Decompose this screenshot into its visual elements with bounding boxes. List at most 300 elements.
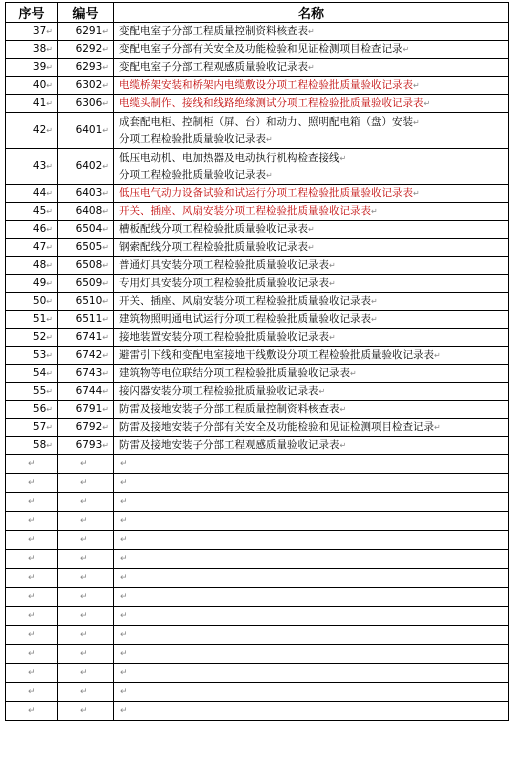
row-code (58, 401, 114, 419)
paragraph-mark: ↵ (102, 297, 109, 306)
row-name-text: 避雷引下线和变配电室接地干线敷设分项工程检验批质量验收记录表 (119, 349, 434, 361)
table-row (6, 257, 509, 275)
paragraph-mark: ↵ (339, 153, 347, 163)
paragraph-mark: ↵ (46, 207, 53, 216)
empty-cell (114, 607, 509, 626)
row-name (114, 185, 509, 203)
row-seq (6, 239, 58, 257)
header-name: 名称 (114, 3, 509, 23)
row-name-text: 建筑物等电位联结分项工程检验批质量验收记录表 (119, 367, 350, 379)
row-name-line (119, 23, 506, 40)
paragraph-mark: ↵ (308, 243, 315, 252)
paragraph-mark: ↵ (102, 225, 109, 234)
row-code-text: 6402 (75, 160, 103, 172)
paragraph-mark: ↵ (102, 99, 109, 108)
table-row (6, 185, 509, 203)
row-name (114, 95, 509, 113)
row-seq-text: 44 (32, 187, 47, 199)
row-seq (6, 311, 58, 329)
form-index-table (5, 2, 509, 721)
paragraph-mark: ↵ (28, 591, 36, 602)
table-row (6, 383, 509, 401)
row-name-text: 开关、插座、风扇安装分项工程检验批质量验收记录表 (119, 205, 371, 217)
row-name-text: 低压电动机、电加热器及电动执行机构检查接线 (119, 151, 340, 164)
row-code-text: 6293 (75, 61, 103, 73)
paragraph-mark: ↵ (102, 162, 109, 171)
empty-cell (58, 664, 114, 683)
row-name-text: 变配电室子分部工程观感质量验收记录表 (119, 61, 308, 73)
empty-cell (6, 493, 58, 512)
paragraph-mark: ↵ (402, 45, 410, 54)
row-seq (6, 275, 58, 293)
empty-row (6, 550, 509, 569)
row-seq (6, 23, 58, 41)
paragraph-mark: ↵ (80, 572, 88, 583)
row-name-line (119, 383, 506, 400)
paragraph-mark: ↵ (46, 261, 53, 270)
row-name (114, 383, 509, 401)
paragraph-mark: ↵ (46, 315, 53, 324)
empty-row (6, 493, 509, 512)
paragraph-mark: ↵ (28, 458, 36, 469)
paragraph-mark: ↵ (28, 553, 36, 564)
row-name-line (119, 239, 506, 256)
row-name-text: 电缆桥架安装和桥架内电缆敷设分项工程检验批质量验收记录表 (119, 79, 413, 91)
paragraph-mark: ↵ (434, 423, 441, 432)
row-seq-text: 52 (32, 331, 47, 343)
row-code-text: 6306 (75, 97, 103, 109)
paragraph-mark: ↵ (102, 441, 109, 450)
row-name-text: 变配电室子分部工程质量控制资料核查表 (119, 25, 308, 37)
row-code-text: 6792 (75, 421, 103, 433)
empty-cell (114, 455, 509, 474)
row-code (58, 203, 114, 221)
paragraph-mark: ↵ (120, 496, 128, 507)
row-seq (6, 365, 58, 383)
row-seq-text: 40 (32, 79, 47, 91)
paragraph-mark: ↵ (46, 99, 53, 108)
row-seq (6, 401, 58, 419)
row-name-line (119, 41, 506, 58)
paragraph-mark: ↵ (102, 387, 109, 396)
paragraph-mark: ↵ (318, 387, 326, 396)
paragraph-mark: ↵ (46, 333, 53, 342)
row-code-text: 6408 (75, 205, 103, 217)
paragraph-mark: ↵ (102, 369, 109, 378)
row-seq (6, 221, 58, 239)
row-name-text: 接地装置安装分项工程检验批质量验收记录表 (119, 331, 329, 343)
paragraph-mark: ↵ (80, 610, 88, 621)
row-seq-text: 46 (32, 223, 47, 235)
row-name-text: 接闪器安装分项工程检验批质量验收记录表 (119, 385, 319, 397)
row-code-text: 6509 (75, 277, 103, 289)
row-name-line (119, 185, 506, 202)
paragraph-mark: ↵ (329, 279, 336, 288)
row-name-text: 开关、插座、风扇安装分项工程检验批质量验收记录表 (119, 295, 371, 307)
row-name-line (119, 150, 506, 167)
row-seq-text: 47 (32, 241, 47, 253)
table-header-row (6, 3, 509, 23)
empty-cell (6, 531, 58, 550)
row-name (114, 419, 509, 437)
row-name-line (119, 59, 506, 76)
paragraph-mark: ↵ (46, 225, 53, 234)
paragraph-mark: ↵ (371, 315, 378, 324)
row-name-text: 普通灯具安装分项工程检验批质量验收记录表 (119, 259, 329, 271)
paragraph-mark: ↵ (339, 405, 347, 414)
paragraph-mark: ↵ (120, 667, 128, 678)
row-name-line (119, 437, 506, 454)
paragraph-mark: ↵ (102, 333, 109, 342)
paragraph-mark: ↵ (434, 351, 441, 360)
row-name-text: 电缆头制作、接线和线路绝缘测试分项工程检验批质量验收记录表 (119, 97, 424, 109)
row-name-line (119, 221, 506, 238)
paragraph-mark: ↵ (266, 170, 273, 180)
row-name-line (119, 347, 506, 364)
paragraph-mark: ↵ (120, 686, 128, 697)
paragraph-mark: ↵ (120, 610, 128, 621)
empty-row (6, 531, 509, 550)
table-row (6, 59, 509, 77)
paragraph-mark: ↵ (413, 117, 420, 127)
row-seq-text: 43 (32, 160, 47, 172)
row-name (114, 23, 509, 41)
paragraph-mark: ↵ (120, 572, 128, 583)
paragraph-mark: ↵ (266, 134, 273, 144)
empty-cell (58, 683, 114, 702)
row-seq (6, 95, 58, 113)
paragraph-mark: ↵ (102, 27, 109, 36)
paragraph-mark: ↵ (80, 553, 88, 564)
row-seq (6, 41, 58, 59)
table-row (6, 419, 509, 437)
table-row (6, 203, 509, 221)
empty-cell (58, 626, 114, 645)
paragraph-mark: ↵ (80, 591, 88, 602)
paragraph-mark: ↵ (28, 534, 36, 545)
table-row (6, 239, 509, 257)
empty-cell (6, 474, 58, 493)
row-code (58, 95, 114, 113)
row-name-text: 防雷及接地安装子分部工程质量控制资料核查表 (119, 403, 340, 415)
empty-row (6, 569, 509, 588)
row-name-text: 分项工程检验批质量验收记录表 (119, 168, 266, 181)
paragraph-mark: ↵ (102, 189, 109, 198)
row-code (58, 239, 114, 257)
paragraph-mark: ↵ (102, 81, 109, 90)
row-code (58, 59, 114, 77)
paragraph-mark: ↵ (80, 477, 88, 488)
paragraph-mark: ↵ (46, 351, 53, 360)
row-code (58, 311, 114, 329)
row-name (114, 221, 509, 239)
row-seq (6, 437, 58, 455)
empty-cell (6, 607, 58, 626)
row-name-text: 钢索配线分项工程检验批质量验收记录表 (119, 241, 308, 253)
paragraph-mark: ↵ (46, 189, 53, 198)
empty-cell (6, 626, 58, 645)
paragraph-mark: ↵ (413, 189, 420, 198)
row-code-text: 6401 (75, 124, 103, 136)
paragraph-mark: ↵ (339, 441, 347, 450)
paragraph-mark: ↵ (102, 405, 109, 414)
row-seq (6, 185, 58, 203)
paragraph-mark: ↵ (46, 387, 53, 396)
paragraph-mark: ↵ (102, 126, 109, 135)
row-name (114, 149, 509, 185)
row-seq (6, 383, 58, 401)
row-seq (6, 77, 58, 95)
row-seq-text: 58 (32, 439, 47, 451)
row-code-text: 6504 (75, 223, 103, 235)
paragraph-mark: ↵ (80, 667, 88, 678)
row-seq (6, 113, 58, 149)
row-seq-text: 53 (32, 349, 47, 361)
empty-cell (6, 664, 58, 683)
row-name (114, 203, 509, 221)
empty-row (6, 683, 509, 702)
row-name (114, 59, 509, 77)
table-row (6, 77, 509, 95)
table-row (6, 401, 509, 419)
empty-row (6, 702, 509, 721)
row-code-text: 6742 (75, 349, 103, 361)
paragraph-mark: ↵ (102, 351, 109, 360)
table-row (6, 347, 509, 365)
paragraph-mark: ↵ (120, 648, 128, 659)
row-seq-text: 38 (32, 43, 47, 55)
paragraph-mark: ↵ (120, 534, 128, 545)
paragraph-mark: ↵ (120, 553, 128, 564)
row-name-line (119, 401, 506, 418)
paragraph-mark: ↵ (46, 27, 53, 36)
empty-cell (58, 588, 114, 607)
row-code-text: 6292 (75, 43, 103, 55)
paragraph-mark: ↵ (423, 99, 431, 108)
row-name (114, 113, 509, 149)
empty-row (6, 455, 509, 474)
empty-row (6, 645, 509, 664)
row-name-text: 建筑物照明通电试运行分项工程检验批质量验收记录表 (119, 313, 371, 325)
row-code-text: 6291 (75, 25, 103, 37)
row-name (114, 437, 509, 455)
paragraph-mark: ↵ (120, 629, 128, 640)
empty-cell (58, 512, 114, 531)
row-seq (6, 257, 58, 275)
paragraph-mark: ↵ (329, 261, 336, 270)
row-seq-text: 41 (32, 97, 47, 109)
paragraph-mark: ↵ (46, 45, 53, 54)
paragraph-mark: ↵ (28, 515, 36, 526)
empty-cell (6, 550, 58, 569)
row-code (58, 77, 114, 95)
paragraph-mark: ↵ (46, 63, 53, 72)
empty-row (6, 664, 509, 683)
empty-cell (6, 588, 58, 607)
paragraph-mark: ↵ (102, 63, 109, 72)
row-code-text: 6741 (75, 331, 103, 343)
row-name-text: 低压电气动力设备试验和试运行分项工程检验批质量验收记录表 (119, 187, 413, 199)
row-name (114, 77, 509, 95)
paragraph-mark: ↵ (308, 27, 315, 36)
paragraph-mark: ↵ (80, 705, 88, 716)
row-code-text: 6302 (75, 79, 103, 91)
paragraph-mark: ↵ (46, 423, 53, 432)
paragraph-mark: ↵ (308, 225, 315, 234)
row-code (58, 347, 114, 365)
empty-cell (114, 702, 509, 721)
row-code (58, 23, 114, 41)
row-name (114, 365, 509, 383)
row-seq-text: 55 (32, 385, 47, 397)
paragraph-mark: ↵ (102, 207, 109, 216)
empty-row (6, 588, 509, 607)
paragraph-mark: ↵ (371, 207, 378, 216)
table-row (6, 311, 509, 329)
empty-row (6, 626, 509, 645)
paragraph-mark: ↵ (28, 648, 36, 659)
empty-cell (58, 531, 114, 550)
row-seq-text: 45 (32, 205, 47, 217)
empty-cell (58, 702, 114, 721)
row-name-text: 防雷及接地安装子分部工程观感质量验收记录表 (119, 439, 340, 451)
row-code-text: 6744 (75, 385, 103, 397)
row-code-text: 6793 (75, 439, 103, 451)
empty-cell (58, 455, 114, 474)
row-name (114, 401, 509, 419)
table-row (6, 275, 509, 293)
paragraph-mark: ↵ (80, 458, 88, 469)
row-name-text: 分项工程检验批质量验收记录表 (119, 132, 266, 145)
paragraph-mark: ↵ (80, 515, 88, 526)
paragraph-mark: ↵ (28, 572, 36, 583)
paragraph-mark: ↵ (120, 477, 128, 488)
row-code (58, 383, 114, 401)
paragraph-mark: ↵ (120, 591, 128, 602)
row-seq (6, 293, 58, 311)
row-code-text: 6505 (75, 241, 103, 253)
paragraph-mark: ↵ (308, 63, 315, 72)
paragraph-mark: ↵ (80, 496, 88, 507)
paragraph-mark: ↵ (46, 369, 53, 378)
row-name-line (119, 311, 506, 328)
empty-cell (58, 607, 114, 626)
paragraph-mark: ↵ (46, 243, 53, 252)
empty-cell (114, 645, 509, 664)
row-code (58, 293, 114, 311)
table-row (6, 329, 509, 347)
row-code (58, 185, 114, 203)
row-code-text: 6510 (75, 295, 103, 307)
row-name-line (119, 329, 506, 346)
empty-cell (6, 645, 58, 664)
row-name-line (119, 131, 506, 148)
empty-cell (58, 645, 114, 664)
row-seq (6, 347, 58, 365)
paragraph-mark: ↵ (28, 667, 36, 678)
paragraph-mark: ↵ (413, 81, 420, 90)
paragraph-mark: ↵ (28, 629, 36, 640)
row-seq (6, 419, 58, 437)
empty-cell (114, 531, 509, 550)
empty-cell (114, 626, 509, 645)
row-code (58, 365, 114, 383)
row-code (58, 419, 114, 437)
row-name-line (119, 203, 506, 220)
row-name-text: 变配电室子分部有关安全及功能检验和见证检测项目检查记录 (119, 43, 403, 55)
row-name-text: 防雷及接地安装子分部有关安全及功能检验和见证检测项目检查记录 (119, 421, 434, 433)
document-sheet (5, 2, 508, 721)
row-code-text: 6511 (75, 313, 103, 325)
paragraph-mark: ↵ (46, 162, 53, 171)
table-row (6, 113, 509, 149)
paragraph-mark: ↵ (371, 297, 378, 306)
empty-cell (58, 550, 114, 569)
row-code (58, 221, 114, 239)
paragraph-mark: ↵ (46, 297, 53, 306)
table-row (6, 41, 509, 59)
paragraph-mark: ↵ (28, 705, 36, 716)
paragraph-mark: ↵ (80, 648, 88, 659)
row-name-text: 槽板配线分项工程检验批质量验收记录表 (119, 223, 308, 235)
row-seq-text: 51 (32, 313, 47, 325)
paragraph-mark: ↵ (28, 686, 36, 697)
row-name-line (119, 293, 506, 310)
empty-row (6, 474, 509, 493)
paragraph-mark: ↵ (46, 405, 53, 414)
empty-cell (6, 683, 58, 702)
row-name (114, 239, 509, 257)
table-row (6, 149, 509, 185)
row-code-text: 6403 (75, 187, 103, 199)
row-name (114, 41, 509, 59)
row-seq-text: 57 (32, 421, 47, 433)
row-seq-text: 50 (32, 295, 47, 307)
empty-cell (114, 474, 509, 493)
row-seq (6, 149, 58, 185)
empty-cell (58, 474, 114, 493)
row-code (58, 275, 114, 293)
paragraph-mark: ↵ (120, 515, 128, 526)
row-code (58, 41, 114, 59)
row-code (58, 437, 114, 455)
row-name (114, 275, 509, 293)
empty-cell (114, 683, 509, 702)
paragraph-mark: ↵ (102, 315, 109, 324)
row-name-line (119, 77, 506, 94)
row-name-line (119, 257, 506, 274)
empty-cell (6, 512, 58, 531)
paragraph-mark: ↵ (120, 705, 128, 716)
row-name-line (119, 167, 506, 184)
empty-cell (114, 664, 509, 683)
empty-cell (114, 550, 509, 569)
empty-row (6, 607, 509, 626)
paragraph-mark: ↵ (329, 333, 336, 342)
paragraph-mark: ↵ (350, 369, 357, 378)
paragraph-mark: ↵ (46, 441, 53, 450)
empty-cell (58, 493, 114, 512)
paragraph-mark: ↵ (102, 45, 109, 54)
paragraph-mark: ↵ (46, 126, 53, 135)
row-code-text: 6791 (75, 403, 103, 415)
row-seq-text: 54 (32, 367, 47, 379)
row-name-line (119, 114, 506, 131)
row-seq (6, 59, 58, 77)
header-code: 编号 (58, 3, 114, 23)
row-code (58, 257, 114, 275)
paragraph-mark: ↵ (102, 261, 109, 270)
